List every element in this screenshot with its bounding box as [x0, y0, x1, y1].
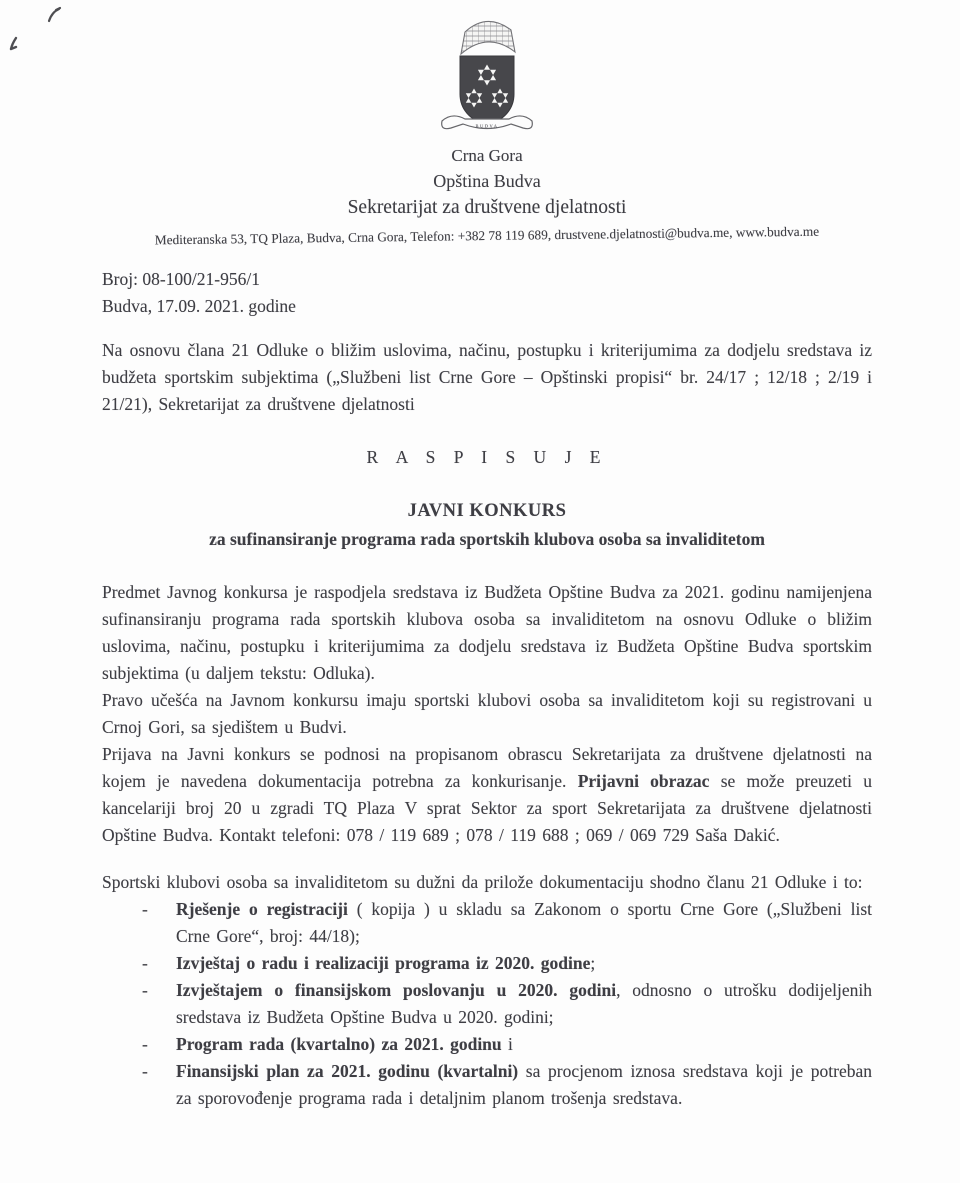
paragraph-application: [102, 741, 872, 849]
document-title: JAVNI KONKURS: [407, 501, 567, 521]
list-item-bold: Rješenje o registraciji: [176, 899, 348, 919]
list-item: [102, 896, 872, 950]
reference-place-date: Budva, 17.09. 2021. godine: [102, 296, 296, 316]
document-content: [102, 0, 872, 1112]
letterhead: [102, 0, 872, 248]
budva-coat-of-arms-icon: [412, 16, 562, 140]
ink-speck-icon: [7, 35, 23, 53]
list-item-marker: -: [142, 899, 148, 919]
letterhead-department: Sekretarijat za društvene djelatnosti: [347, 197, 627, 218]
documents-list: [102, 896, 872, 1112]
application-run-2: se može preuzeti u kancelariji broj 20 u zgradi TQ Plaza V sprat Sektor za sport Sekretarijata za društvene djelatnosti Opštine Budva. Kontakt telefoni: 078 / 119 689 ; 078 / 119 688 ; 069 / 069 729 Saša Dakić.: [102, 771, 873, 845]
list-item: [102, 977, 872, 1031]
shield: [460, 56, 514, 126]
list-item: [102, 950, 872, 977]
letterhead-country: Crna Gora: [451, 146, 523, 165]
list-item: [102, 1031, 872, 1058]
document-subtitle: za sufinansiranje programa rada sportskih klubova osoba sa invaliditetom: [209, 529, 765, 549]
paragraph-documents-intro: Sportski klubovi osoba sa invaliditetom su dužni da prilože dokumentaciju shodno članu 21 Odluke i to:: [102, 872, 863, 892]
application-run-bold: Prijavni obrazac: [577, 771, 710, 791]
list-item-text: [176, 896, 872, 950]
mural-crown: [461, 21, 515, 54]
list-item-marker: -: [142, 1061, 148, 1081]
ribbon-text: BUDVA: [475, 123, 499, 129]
list-item-rest: , odnosno o utrošku dodijeljenih sredstava iz Budžeta Opštine Budva u 2020. godini;: [176, 980, 872, 1027]
list-item-rest: i: [501, 1034, 513, 1054]
reference-block: [102, 266, 872, 320]
body-text: [102, 579, 872, 1112]
ink-speck-icon: [46, 5, 64, 25]
list-item: [102, 1058, 872, 1112]
list-item-marker: -: [142, 980, 148, 1000]
list-item-rest: ( kopija ) u skladu sa Zakonom o sportu Crne Gore („Službeni list Crne Gore“, broj: 44/18);: [176, 899, 872, 946]
application-run-1: Prijava na Javni konkurs se podnosi na propisanom obrascu Sekretarijata za društvene djelatnosti na kojem je navedena dokumentacija potrebna za konkurisanje.: [102, 744, 872, 791]
list-item-rest: sa procjenom iznosa sredstava koji je potreban za sporovođenje programa rada i detaljnim planom trošenja sredstava.: [176, 1061, 872, 1108]
list-item-rest: ;: [590, 953, 596, 973]
list-item-text: [176, 977, 872, 1031]
letterhead-contact-line: Mediteranska 53, TQ Plaza, Budva, Crna Gora, Telefon: +382 78 119 689, drustvene.djelatnosti@budva.me, www.budva.me: [154, 223, 820, 248]
list-item-text: [176, 1031, 872, 1058]
reference-number: Broj: 08-100/21-956/1: [102, 269, 260, 289]
list-item-text: [176, 1058, 872, 1112]
list-item-marker: -: [142, 953, 148, 973]
list-item-bold: Izvještajem o finansijskom poslovanju u 2020. godini: [176, 980, 617, 1000]
legal-basis-paragraph: Na osnovu člana 21 Odluke o bližim uslovima, načinu, postupku i kriterijumima za dodjelu sredstava iz budžeta sportskim subjektima („Službeni list Crne Gore – Opštinski propisi“ br. 24/17 ; 12/18 ; 2/19 i 21/21), Sekretarijat za društvene djelatnosti: [102, 340, 872, 414]
list-item-bold: Izvještaj o radu i realizaciji programa iz 2020. godine: [176, 953, 591, 973]
letterhead-municipality: Opština Budva: [433, 171, 541, 191]
list-item-marker: -: [142, 1034, 148, 1054]
list-item-bold: Finansijski plan za 2021. godinu (kvartalni): [176, 1061, 519, 1081]
list-item-bold: Program rada (kvartalno) za 2021. godinu: [176, 1034, 502, 1054]
paragraph-eligibility: Pravo učešća na Javnom konkursu imaju sportski klubovi osoba sa invaliditetom koji su registrovani u Crnoj Gori, sa sjedištem u Budvi.: [102, 690, 872, 737]
announces-line: R A S P I S U J E: [366, 447, 608, 467]
list-item-text: [176, 950, 872, 977]
paragraph-subject: Predmet Javnog konkursa je raspodjela sredstava iz Budžeta Opštine Budva za 2021. godinu namijenjena sufinansiranju programa rada sportskih klubova osoba sa invaliditetom na osnovu Odluke o bližim uslovima, načinu, postupku i kriterijumima za dodjelu sredstava iz Budžeta Opštine Budva sportskim subjektima (u daljem tekstu: Odluka).: [102, 582, 872, 683]
